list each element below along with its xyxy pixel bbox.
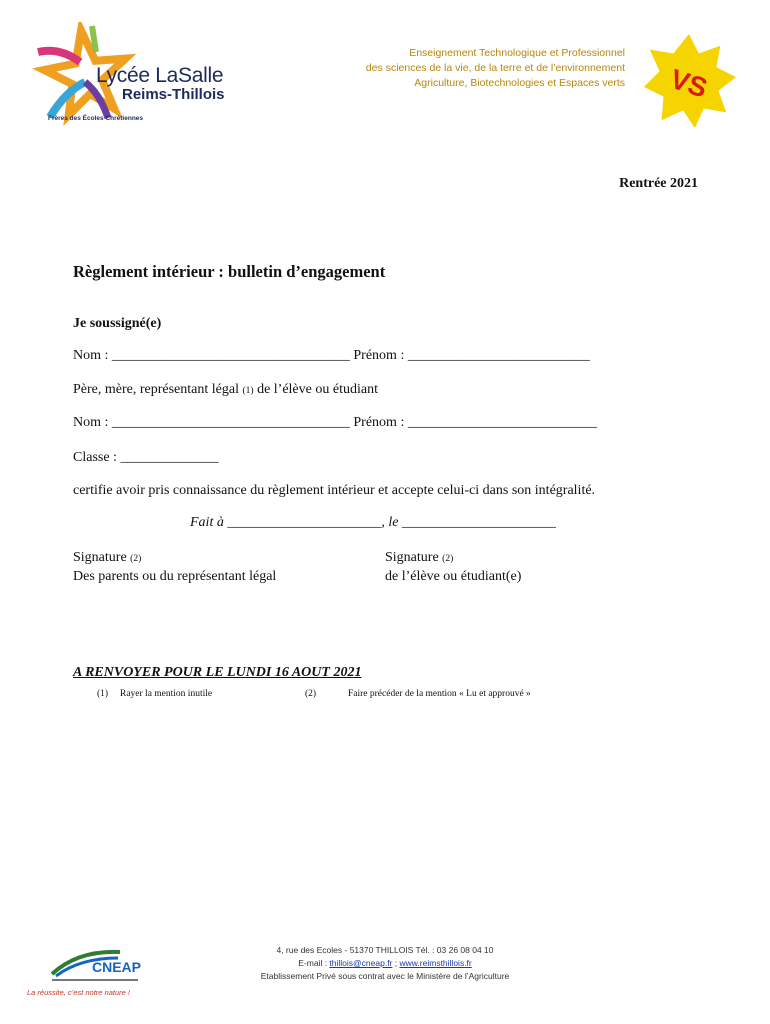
footnote-ref: (1) xyxy=(242,386,254,396)
note-2-text: Faire précéder de la mention « Lu et approuvé » xyxy=(348,689,531,699)
footnote-ref: (2) xyxy=(442,554,454,564)
parent-line xyxy=(73,382,378,398)
email-label: E-mail : xyxy=(298,958,330,968)
student-name-field[interactable]: Nom : __________________________________ Prénom : __________________________ xyxy=(73,348,590,363)
soussigne-label: Je soussigné(e) xyxy=(73,316,162,331)
page-title: Règlement intérieur : bulletin d’engagement xyxy=(73,262,386,281)
logo-tagline: Frères des Écoles Chrétiennes xyxy=(48,115,144,122)
class-field[interactable]: Classe : ______________ xyxy=(73,450,219,465)
signature-sub: de l’élève ou étudiant(e) xyxy=(385,569,522,584)
footnote-ref: (2) xyxy=(130,554,142,564)
footer-establishment: Etablissement Privé sous contrat avec le Ministère de l’Agriculture xyxy=(260,971,510,981)
vs-star-badge xyxy=(640,32,738,130)
school-description-line: Enseignement Technologique et Professionnel xyxy=(409,47,625,59)
note-1-text: Rayer la mention inutile xyxy=(120,689,213,699)
cneap-slogan: La réussite, c’est notre nature ! xyxy=(27,988,130,997)
email-link[interactable]: thillois@cneap.fr xyxy=(329,958,393,968)
note-1-num: (1) xyxy=(97,689,109,699)
parent-signature[interactable] xyxy=(73,549,276,585)
school-description-line: des sciences de la vie, de la terre et de l’environnement xyxy=(365,62,625,74)
footer-address: 4, rue des Ecoles - 51370 THILLOIS Tél. : 03 26 08 04 10 xyxy=(276,945,494,955)
badge-text: VS xyxy=(666,62,712,104)
logo-title: Lycée LaSalle xyxy=(96,64,224,87)
school-description-line: Agriculture, Biotechnologies et Espaces verts xyxy=(414,77,625,89)
parent-name-field[interactable]: Nom : __________________________________ Prénom : ___________________________ xyxy=(73,415,597,430)
place-date-field[interactable]: Fait à ______________________, le ______________________ xyxy=(190,515,556,530)
footer xyxy=(0,944,770,983)
website-link[interactable]: www.reimsthillois.fr xyxy=(399,958,472,968)
signature-label: Signature xyxy=(73,550,131,565)
logo-subtitle: Reims-Thillois xyxy=(122,86,225,103)
cneap-name: CNEAP xyxy=(92,959,142,975)
school-description xyxy=(366,46,625,91)
return-deadline: A RENVOYER POUR LE LUNDI 16 AOUT 2021 xyxy=(73,665,362,680)
footer-contact xyxy=(0,957,770,970)
school-year: Rentrée 2021 xyxy=(619,176,698,191)
certification-text: certifie avoir pris connaissance du règlement intérieur et accepte celui-ci dans son intégralité. xyxy=(73,483,596,498)
student-signature[interactable] xyxy=(385,549,521,585)
separator: ; xyxy=(392,958,400,968)
signature-sub: Des parents ou du représentant légal xyxy=(73,569,277,584)
parent-line-pre: Père, mère, représentant légal xyxy=(73,382,243,397)
note-2-num: (2) xyxy=(305,689,317,699)
parent-line-post: de l’élève ou étudiant xyxy=(253,382,378,397)
signature-label: Signature xyxy=(385,550,443,565)
